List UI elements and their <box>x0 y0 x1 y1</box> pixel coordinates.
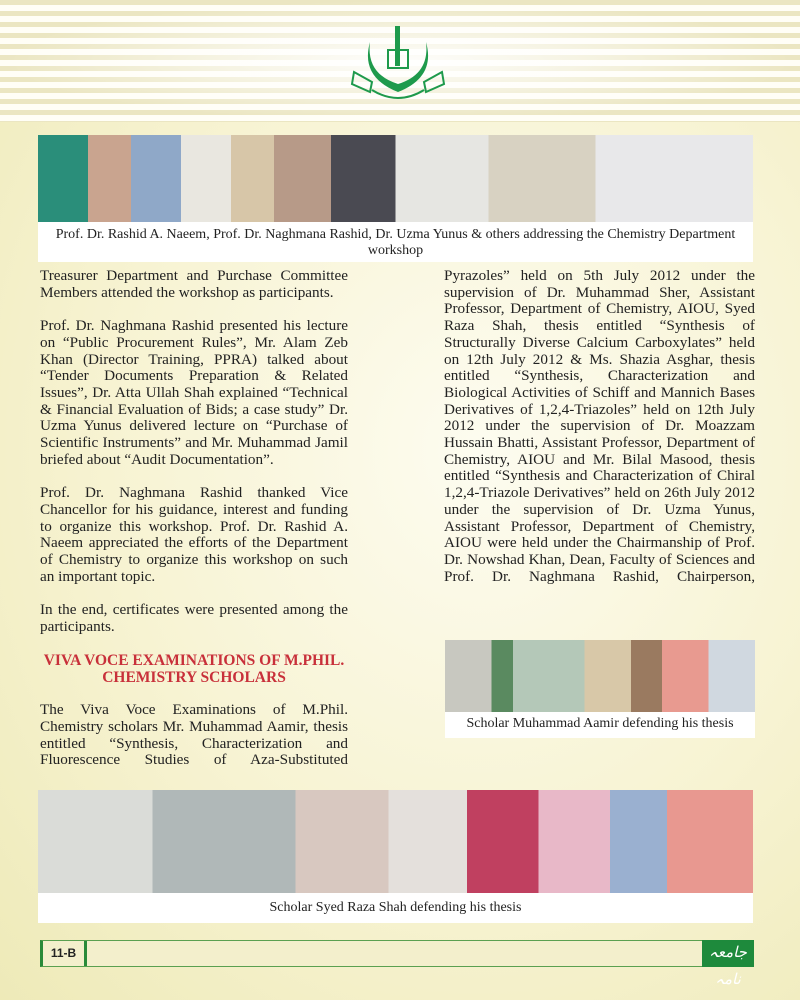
page-number: 11-B <box>43 941 87 966</box>
paragraph: Prof. Dr. Naghmana Rashid thanked Vice Chancellor for his guidance, interest and funding to organize this workshop. Prof. Dr. Rashid A. Naeem appreciated the efforts of the Department of Chemistry to organize this workshop on such an important topic. <box>40 484 348 585</box>
university-logo <box>350 22 446 108</box>
left-column <box>40 268 348 786</box>
page-footer <box>40 940 754 988</box>
right-column <box>444 268 755 602</box>
workshop-photo-caption: Prof. Dr. Rashid A. Naeem, Prof. Dr. Naghmana Rashid, Dr. Uzma Yunus & others addressing the Chemistry Department workshop <box>38 222 753 262</box>
paragraph: In the end, certificates were presented among the participants. <box>40 601 348 635</box>
paragraph: The Viva Voce Examinations of M.Phil. Chemistry scholars Mr. Muhammad Aamir, thesis entitled “Synthesis, Characterization and Fluorescence Studies of Aza-Substituted <box>40 701 348 769</box>
raza-shah-photo-caption: Scholar Syed Raza Shah defending his thesis <box>38 893 753 923</box>
aamir-photo-caption: Scholar Muhammad Aamir defending his thesis <box>445 712 755 738</box>
paragraph: Treasurer Department and Purchase Committee Members attended the workshop as participants. <box>40 267 348 301</box>
aamir-defense-photo <box>445 640 755 712</box>
section-heading <box>40 652 348 686</box>
publication-brand: جامعہ نامہ <box>702 940 754 967</box>
paragraph: Pyrazoles” held on 5th July 2012 under the supervision of Dr. Muhammad Sher, Assistant Professor, Department of Chemistry, AIOU, Syed Raza Shah, thesis entitled “Synthesis of Structurally Diverse Calcium Carboxylates” held on 12th July 2012 & Ms. Shazia Asghar, thesis entitled “Synthesis, Characterization and Biological Activities of Schiff and Mannich Bases Derivatives of 1,2,4-Triazoles” held on 12th July 2012 under the supervision of Dr. Moazzam Hussain Bhatti, Assistant Professor, Department of Chemistry, AIOU and Mr. Bilal Masood, thesis entitled “Synthesis and Characterization of Chiral 1,2,4-Triazole Derivatives” held on 26th July 2012 under the supervision of Dr. Uzma Yunus, Assistant Professor, Department of Chemistry, AIOU were held under the Chairmanship of Prof. Dr. Nowshad Khan, Dean, Faculty of Sciences and Prof. Dr. Naghmana Rashid, Chairperson, <box>444 267 755 585</box>
raza-shah-defense-photo <box>38 790 753 893</box>
heading-line: VIVA VOCE EXAMINATIONS OF M.PHIL. <box>43 652 345 670</box>
heading-line: CHEMISTRY SCHOLARS <box>102 669 286 687</box>
paragraph: Prof. Dr. Naghmana Rashid presented his lecture on “Public Procurement Rules”, Mr. Alam Zeb Khan (Director Training, PPRA) talked about “Tender Documents Preparation & Related Issues”, Dr. Atta Ullah Shah explained “Technical & Financial Evaluation of Bids; a case study” Dr. Uzma Yunus delivered lecture on “Purchase of Scientific Instruments” and Mr. Muhammad Jamil briefed about “Audit Documentation”. <box>40 317 348 468</box>
workshop-photo <box>38 135 753 222</box>
